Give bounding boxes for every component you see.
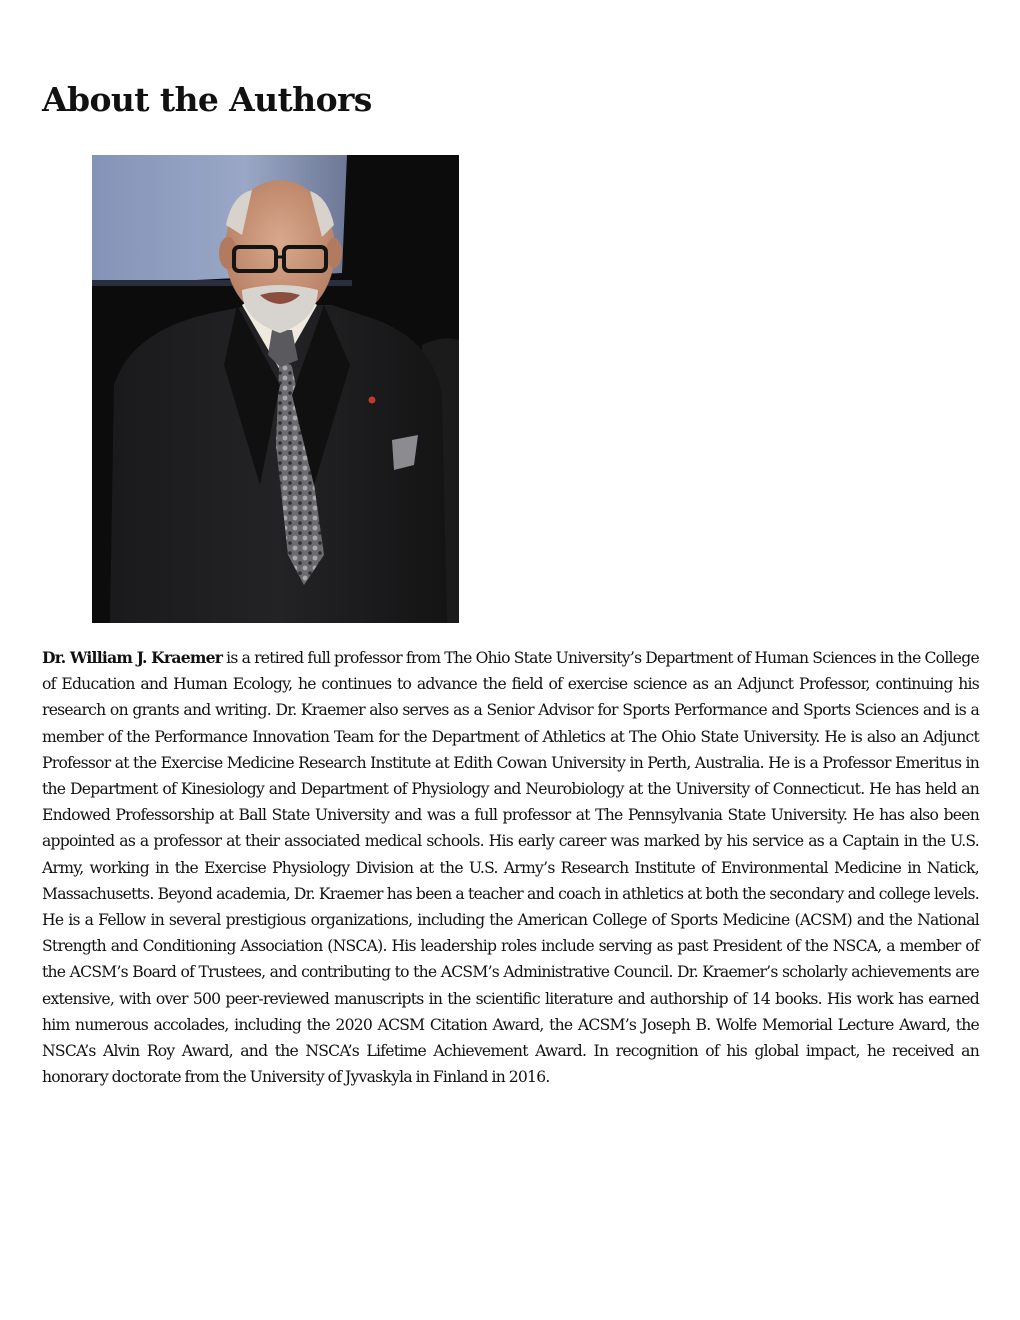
author-portrait-illustration [92,155,459,623]
author-bio-text: is a retired full professor from The Ohio State University’s Department of Human Sciences in the College of Education and Human Ecology, he continues to advance the field of exercise science as an Adjunct Professor, continuing his research on grants and writing. Dr. Kraemer also serves as a Senior Advisor for Sports Performance and Sports Sciences and is a member of the Performance Innovation Team for the Department of Athletics at The Ohio State University. He is also an Adjunct Professor at the Exercise Medicine Research Institute at Edith Cowan University in Perth, Australia. He is a Professor Emeritus in the Department of Kinesiology and Department of Physiology and Neurobiology at the University of Connecticut. He has held an Endowed Professorship at Ball State University and was a full professor at The Pennsylvania State University. He has also been appointed as a professor at their associated medical schools. His early career was marked by his service as a Captain in the U.S. Army, working in the Exercise Physiology Division at the U.S. Army’s Research Institute of Environmental Medicine in Natick, Massachusetts. Beyond academia, Dr. Kraemer has been a teacher and coach in athletics at both the secondary and college levels. He is a Fellow in several prestigious organizations, including the American College of Sports Medicine (ACSM) and the National Strength and Conditioning Association (NSCA). His leadership roles include serving as past President of the NSCA, a member of the ACSM’s Board of Trustees, and contributing to the ACSM’s Administrative Council. Dr. Kraemer’s scholarly achievements are extensive, with over 500 peer-reviewed manuscripts in the scientific literature and authorship of 14 books. His work has earned him numerous accolades, including the 2020 ACSM Citation Award, the ACSM’s Joseph B. Wolfe Memorial Lecture Award, the NSCA’s Alvin Roy Award, and the NSCA’s Lifetime Achievement Award. In recognition of his global impact, he received an honorary doctorate from the University of Jyvaskyla in Finland in 2016. [42,649,979,1087]
author-name: Dr. William J. Kraemer [42,648,223,667]
author-bio [42,645,979,1090]
author-photo [92,155,459,623]
page-title: About the Authors [42,80,372,119]
